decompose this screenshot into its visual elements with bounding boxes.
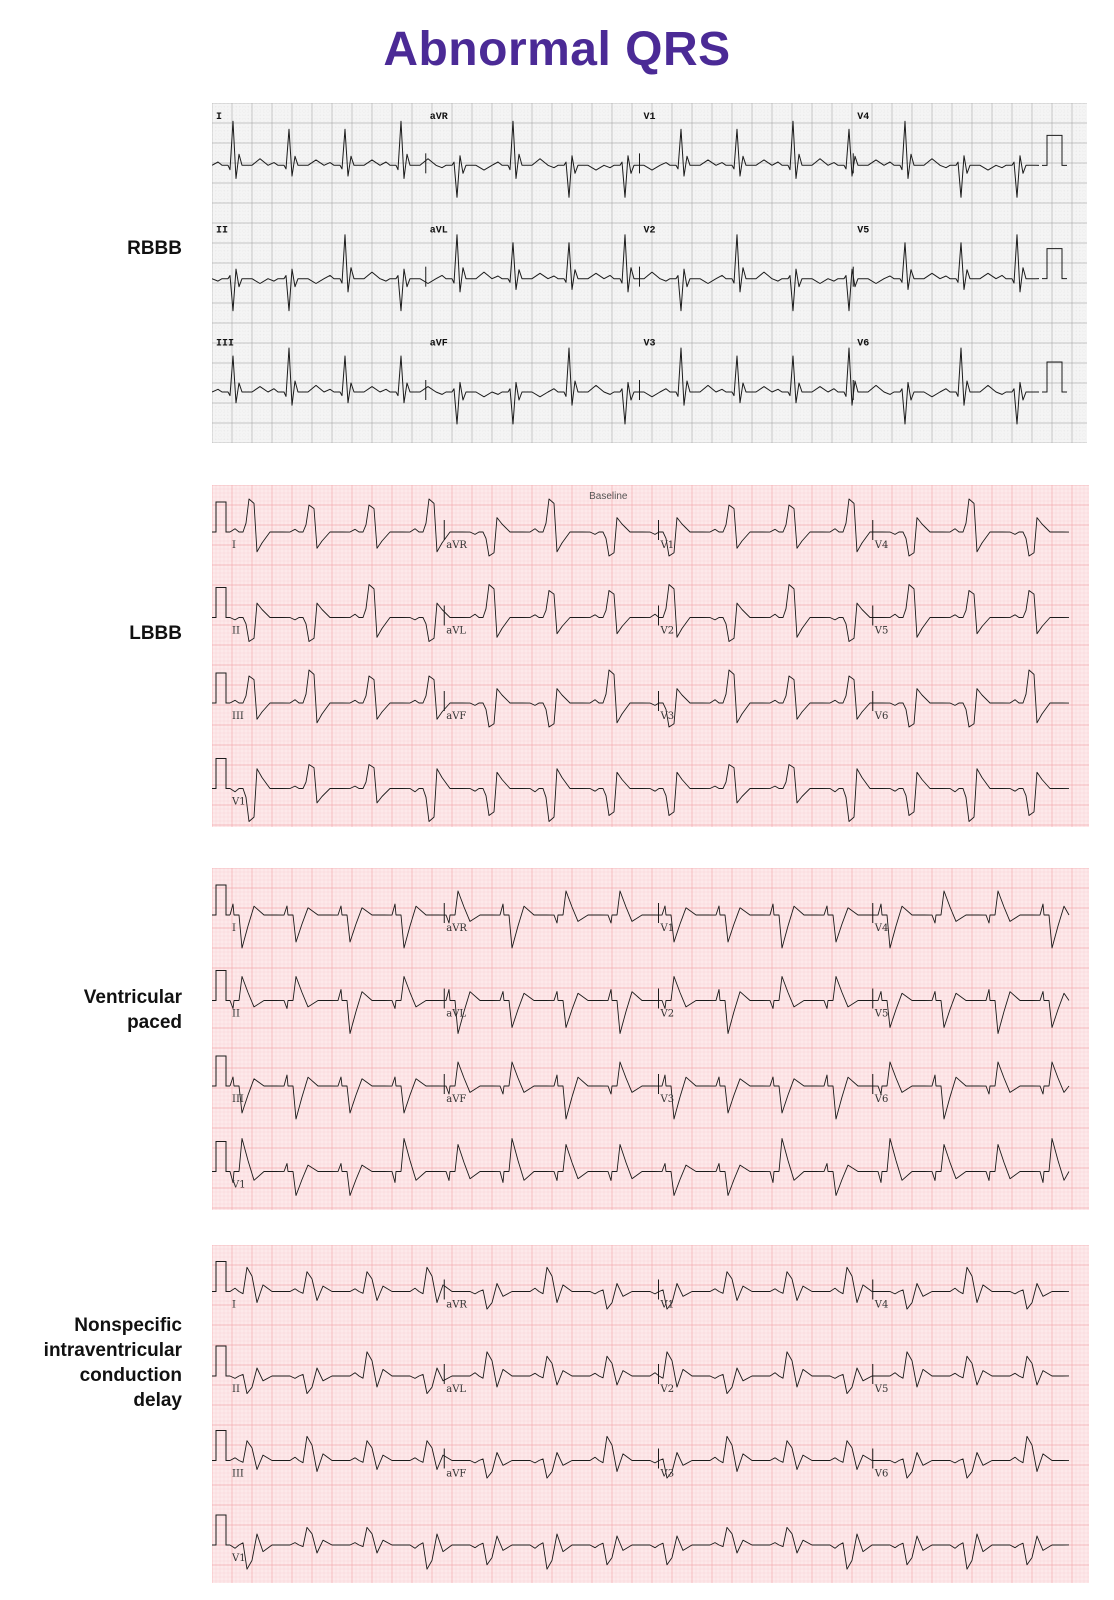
- lead-label: III: [232, 1468, 244, 1480]
- lead-label: V4: [874, 923, 889, 935]
- lead-label: aVL: [429, 225, 448, 237]
- lead-label: I: [232, 1299, 236, 1311]
- lead-label: V2: [660, 625, 675, 637]
- lead-label: V3: [660, 711, 675, 723]
- lbbb-label-line: LBBB: [129, 623, 182, 644]
- lead-label: V3: [660, 1468, 675, 1480]
- lead-label: aVL: [446, 625, 467, 637]
- lead-label: V4: [874, 1299, 889, 1311]
- lead-label: I: [216, 112, 223, 123]
- lead-label: aVR: [429, 112, 448, 123]
- nonspecific-ivcd-ecg-strip: [212, 1245, 1089, 1583]
- strip-note: Baseline: [589, 491, 628, 502]
- rbbb-ecg-strip: [212, 103, 1087, 443]
- lead-label: V1: [232, 796, 246, 808]
- lead-label: II: [232, 1383, 240, 1395]
- ecg-grid-svg: [212, 485, 1089, 827]
- ventricular-paced-label-line-1: Ventricular: [83, 987, 182, 1008]
- ventricular-paced-label-line-2: paced: [127, 1012, 182, 1033]
- ventricular-paced-ecg-strip: [212, 868, 1089, 1210]
- nonspecific-ivcd-label-line-3: conduction: [79, 1365, 182, 1386]
- lead-label: V2: [660, 1008, 675, 1020]
- lead-label: III: [216, 338, 235, 350]
- nonspecific-ivcd-label-line-2: intraventricular: [43, 1340, 182, 1361]
- lead-label: V1: [232, 1552, 246, 1564]
- lead-label: V4: [874, 540, 889, 552]
- lead-label: aVF: [446, 1468, 467, 1480]
- nonspecific-ivcd-label-line-4: delay: [133, 1390, 182, 1411]
- ecg-grid-svg: [212, 868, 1089, 1210]
- lead-label: aVF: [429, 338, 448, 350]
- page-title: Abnormal QRS: [383, 23, 731, 76]
- lead-label: III: [232, 1094, 244, 1106]
- lead-label: V2: [643, 225, 656, 237]
- lead-label: aVF: [446, 1094, 467, 1106]
- lead-label: V6: [874, 1468, 889, 1480]
- lead-label: V6: [874, 711, 889, 723]
- lead-label: V1: [643, 112, 656, 123]
- lead-label: V4: [857, 112, 870, 123]
- lead-label: III: [232, 711, 244, 723]
- lead-label: II: [232, 625, 240, 637]
- ventricular-paced-label: [84, 985, 182, 1035]
- lead-label: V5: [874, 625, 889, 637]
- lead-label: V2: [660, 1383, 675, 1395]
- lead-label: V1: [232, 1179, 246, 1191]
- lead-label: V3: [660, 1094, 675, 1106]
- lead-label: II: [216, 225, 229, 237]
- lead-label: V1: [660, 540, 675, 552]
- lead-label: V1: [660, 923, 675, 935]
- lead-label: aVL: [446, 1008, 467, 1020]
- nonspecific-ivcd-label: [44, 1313, 182, 1413]
- lead-label: I: [232, 540, 236, 552]
- lead-label: V5: [874, 1383, 889, 1395]
- ecg-grid-svg: [212, 103, 1087, 443]
- lead-label: I: [232, 923, 236, 935]
- rbbb-label: [127, 236, 182, 261]
- lbbb-ecg-strip: [212, 485, 1089, 827]
- lead-label: II: [232, 1008, 240, 1020]
- lead-label: V6: [874, 1094, 889, 1106]
- lead-label: V3: [643, 338, 656, 350]
- lead-label: aVL: [446, 1383, 467, 1395]
- lead-label: V5: [874, 1008, 889, 1020]
- lead-label: V1: [660, 1299, 675, 1311]
- lead-label: aVR: [446, 923, 467, 935]
- lbbb-label: [129, 621, 182, 646]
- lead-label: aVF: [446, 711, 467, 723]
- ecg-grid-svg: [212, 1245, 1089, 1583]
- lead-label: V6: [857, 338, 870, 350]
- lead-label: aVR: [446, 1299, 467, 1311]
- lead-label: aVR: [446, 540, 467, 552]
- rbbb-label-line: RBBB: [127, 238, 182, 259]
- nonspecific-ivcd-label-line-1: Nonspecific: [74, 1315, 182, 1336]
- lead-label: V5: [857, 225, 870, 237]
